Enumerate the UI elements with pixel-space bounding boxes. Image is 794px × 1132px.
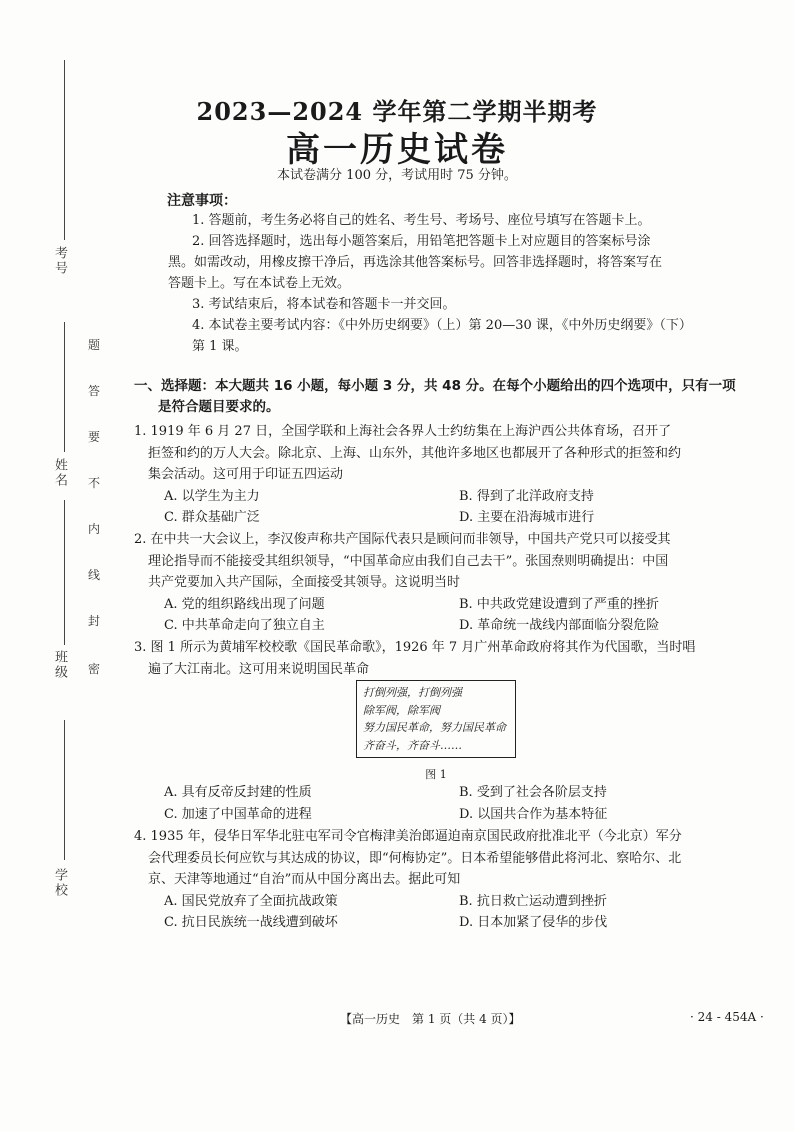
notice-list xyxy=(168,210,740,357)
option-c[interactable]: C. 加速了中国革命的进程 xyxy=(164,806,312,822)
lyric-line: 齐奋斗，齐奋斗…… xyxy=(363,738,462,752)
class-label: 班级 xyxy=(52,650,67,680)
notice-item: 第 1 课。 xyxy=(192,339,248,354)
stem-line: 4. 1935 年，侵华日军华北驻屯军司令官梅津美治郎逼迫南京国民政府批准北平（今北京）军分 xyxy=(134,829,682,844)
option-d[interactable]: D. 日本加紧了侵华的步伐 xyxy=(459,915,608,930)
option-a[interactable]: A. 国民党放弃了全面抗战政策 xyxy=(164,893,338,909)
exam-meta: 本试卷满分 100 分，考试用时 75 分钟。 xyxy=(277,168,517,183)
seal-word: 线 xyxy=(88,568,101,582)
stem-line: 拒签和约的万人大会。除北京、上海、山东外，其他许多地区也都展开了各种形式的拒签和约 xyxy=(148,445,682,461)
question-3-options xyxy=(134,782,754,825)
options xyxy=(134,486,754,529)
notice-item: 答题卡上。写在本试卷上无效。 xyxy=(168,276,351,291)
option-b[interactable]: B. 得到了北洋政府支持 xyxy=(459,488,594,504)
notice-item: 1. 答题前，考生务必将自己的姓名、考生号、考场号、座位号填写在答题卡上。 xyxy=(192,213,651,228)
stem-line: 理论指导而不能接受其组织领导，“中国革命应由我们自己去干”。张国焘则明确提出：中国 xyxy=(148,553,669,569)
school-label: 学校 xyxy=(52,868,67,898)
question-stem xyxy=(134,421,754,486)
question-stem xyxy=(134,826,754,891)
lyric-line: 打倒列强，打倒列强 xyxy=(363,686,462,699)
stem-line: 共产党要加入共产国际，全面接受其领导。这说明当时 xyxy=(148,575,461,590)
seal-word: 要 xyxy=(88,430,101,444)
seal-word: 密 xyxy=(88,662,101,676)
stem-line: 1. 1919 年 6 月 27 日，全国学联和上海社会各界人士约纺集在上海沪西公共体育场，召开了 xyxy=(134,424,672,439)
options xyxy=(134,891,754,934)
seal-word: 不 xyxy=(88,476,101,490)
stem-line: 集会活动。这可用于印证五四运动 xyxy=(148,467,344,482)
seal-word: 题 xyxy=(88,338,101,352)
notice-item: 2. 回答选择题时，选出每小题答案后，用铅笔把答题卡上对应题目的答案标号涂 xyxy=(192,234,651,249)
section-line: 是符合题目要求的。 xyxy=(158,399,280,415)
stem-line: 2. 在中共一大会议上，李汉俊声称共产国际代表只是顾问而非领导，中国共产党只可以接受其 xyxy=(134,532,671,547)
options xyxy=(134,782,754,825)
option-a[interactable]: A. 党的组织路线出现了问题 xyxy=(164,596,325,612)
option-d[interactable]: D. 革命统一战线内部面临分裂危险 xyxy=(459,618,660,633)
seal-word: 内 xyxy=(88,522,101,536)
option-b[interactable]: B. 抗日救亡运动遭到挫折 xyxy=(459,893,607,909)
paper-code: · 24 - 454A · xyxy=(690,1010,764,1024)
name-label: 姓名 xyxy=(52,458,67,488)
question-3 xyxy=(134,637,754,680)
option-b[interactable]: B. 中共政党建设遭到了严重的挫折 xyxy=(459,596,659,612)
section-line: 一、选择题：本大题共 16 小题，每小题 3 分，共 48 分。在每个小题给出的四个选项中，只有一项 xyxy=(134,378,736,394)
options xyxy=(134,594,754,637)
class-line[interactable] xyxy=(64,500,65,645)
stem-line: 会代理委员长何应钦与其达成的协议，即“何梅协定”。日本希望能够借此将河北、察哈尔、北 xyxy=(148,850,682,866)
song-lyrics-figure xyxy=(356,680,516,758)
question-stem xyxy=(134,529,754,594)
notice-item: 3. 考试结束后，将本试卷和答题卡一并交回。 xyxy=(192,297,456,312)
option-c[interactable]: C. 群众基础广泛 xyxy=(164,510,260,525)
option-d[interactable]: D. 主要在沿海城市进行 xyxy=(459,510,595,525)
paper-title: 高一历史试卷 xyxy=(286,130,508,170)
question-1 xyxy=(134,421,754,529)
option-c[interactable]: C. 抗日民族统一战线遭到破坏 xyxy=(164,915,338,930)
section-heading xyxy=(134,376,754,418)
figure-caption: 图 1 xyxy=(425,768,447,781)
notice-heading: 注意事项： xyxy=(167,193,237,209)
page-footer: 【高一历史 第 1 页（共 4 页）】 xyxy=(340,1012,521,1026)
question-4 xyxy=(134,826,754,934)
notice-item: 4. 本试卷主要考试内容：《中外历史纲要》（上）第 20—30 课，《中外历史纲要》（下） xyxy=(192,318,692,333)
option-b[interactable]: B. 受到了社会各阶层支持 xyxy=(459,785,607,800)
question-2 xyxy=(134,529,754,637)
stem-line: 3. 图 1 所示为黄埔军校校歌《国民革命歌》，1926 年 7 月广州革命政府将其作为代国歌，当时唱 xyxy=(134,640,696,655)
option-d[interactable]: D. 以国共合作为基本特征 xyxy=(459,806,608,822)
seal-word: 封 xyxy=(88,614,101,628)
exam-number-label: 考号 xyxy=(52,246,67,276)
question-stem xyxy=(134,637,754,680)
stem-line: 遍了大江南北。这可用来说明国民革命 xyxy=(148,661,370,677)
option-c[interactable]: C. 中共革命走向了独立自主 xyxy=(164,618,325,633)
lyric-line: 除军阀，除军阀 xyxy=(363,703,440,717)
notice-item: 黑。如需改动，用橡皮擦干净后，再选涂其他答案标号。回答非选择题时，将答案写在 xyxy=(168,255,663,270)
name-line[interactable] xyxy=(64,322,65,452)
exam-title: 2023—2024 学年第二学期半期考 xyxy=(196,97,598,126)
option-a[interactable]: A. 以学生为主力 xyxy=(164,488,260,504)
stem-line: 京、天津等地通过“自治”而从中国分离出去。据此可知 xyxy=(148,872,461,887)
lyric-line: 努力国民革命，努力国民革命 xyxy=(363,721,506,734)
school-line[interactable] xyxy=(64,720,65,860)
seal-word: 答 xyxy=(88,384,101,398)
option-a[interactable]: A. 具有反帝反封建的性质 xyxy=(164,785,312,800)
